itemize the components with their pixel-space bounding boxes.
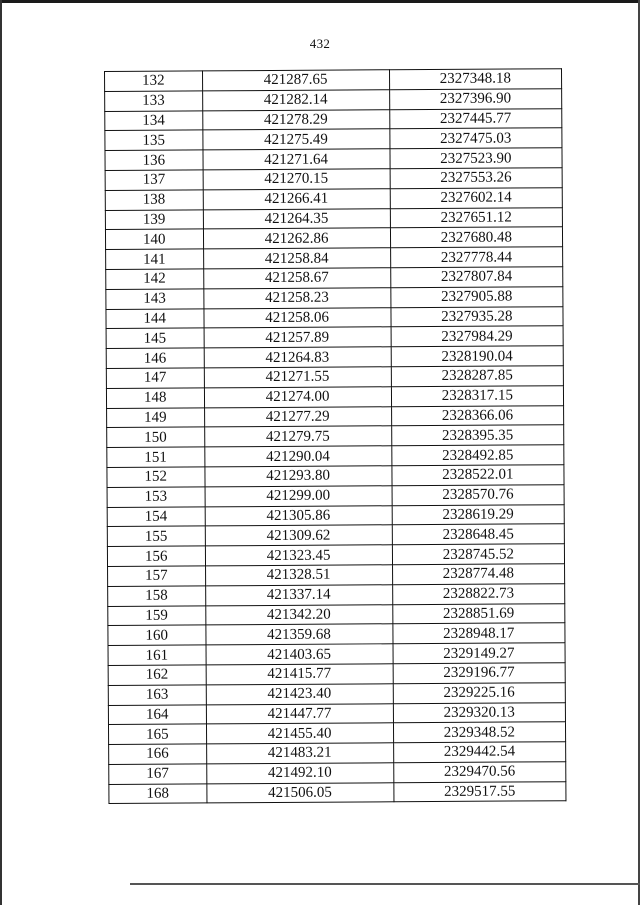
x-coordinate-cell: 421277.29 — [204, 406, 391, 427]
y-coordinate-cell: 2329442.54 — [393, 742, 565, 763]
x-coordinate-cell: 421337.14 — [205, 584, 392, 605]
x-coordinate-cell: 421359.68 — [205, 624, 392, 645]
x-coordinate-cell: 421455.40 — [206, 723, 393, 744]
y-coordinate-cell: 2327984.29 — [391, 326, 563, 347]
table-row — [105, 89, 562, 112]
table-row — [105, 108, 562, 131]
y-coordinate-cell: 2328570.76 — [392, 484, 564, 505]
y-coordinate-cell: 2327778.44 — [390, 247, 562, 268]
y-coordinate-cell: 2327905.88 — [390, 286, 562, 307]
point-id-cell: 139 — [105, 209, 203, 229]
point-id-cell: 165 — [108, 724, 206, 744]
table-row — [108, 583, 565, 606]
table-row — [108, 623, 565, 646]
y-coordinate-cell: 2328745.52 — [392, 544, 564, 565]
point-id-cell: 151 — [107, 447, 205, 467]
point-id-cell: 136 — [105, 150, 203, 170]
y-coordinate-cell: 2328948.17 — [393, 623, 565, 644]
y-coordinate-cell: 2327935.28 — [391, 306, 563, 327]
x-coordinate-cell: 421278.29 — [202, 109, 389, 130]
point-id-cell: 134 — [105, 110, 203, 130]
x-coordinate-cell: 421282.14 — [202, 90, 389, 111]
y-coordinate-cell: 2329196.77 — [393, 663, 565, 684]
y-coordinate-cell: 2328619.29 — [392, 504, 564, 525]
point-id-cell: 147 — [106, 368, 204, 388]
scan-border-top — [0, 0, 640, 3]
x-coordinate-cell: 421258.23 — [203, 288, 390, 309]
point-id-cell: 145 — [106, 328, 204, 348]
x-coordinate-cell: 421423.40 — [206, 683, 393, 704]
table-row — [108, 702, 565, 725]
point-id-cell: 160 — [108, 625, 206, 645]
table-row — [108, 564, 565, 587]
y-coordinate-cell: 2328774.48 — [392, 564, 564, 585]
x-coordinate-cell: 421271.55 — [204, 367, 391, 388]
point-id-cell: 153 — [107, 487, 205, 507]
point-id-cell: 138 — [105, 190, 203, 210]
x-coordinate-cell: 421258.84 — [203, 248, 390, 269]
point-id-cell: 143 — [106, 289, 204, 309]
table-row — [107, 504, 564, 527]
table-row — [105, 227, 562, 250]
x-coordinate-cell: 421264.35 — [203, 208, 390, 229]
table-row — [106, 326, 563, 349]
x-coordinate-cell: 421415.77 — [206, 664, 393, 685]
y-coordinate-cell: 2329225.16 — [393, 682, 565, 703]
table-row — [106, 306, 563, 329]
scan-border-bottom — [130, 883, 640, 885]
table-row — [108, 663, 565, 686]
x-coordinate-cell: 421492.10 — [206, 763, 393, 784]
x-coordinate-cell: 421262.86 — [203, 228, 390, 249]
table-row — [107, 405, 564, 428]
point-id-cell: 154 — [107, 506, 205, 526]
x-coordinate-cell: 421258.06 — [203, 307, 390, 328]
x-coordinate-cell: 421483.21 — [206, 743, 393, 764]
table-row — [106, 267, 563, 290]
y-coordinate-cell: 2329517.55 — [394, 781, 566, 802]
y-coordinate-cell: 2328492.85 — [391, 445, 563, 466]
y-coordinate-cell: 2327651.12 — [390, 207, 562, 228]
x-coordinate-cell: 421266.41 — [203, 189, 390, 210]
scan-border-left — [0, 0, 2, 905]
table-row — [105, 168, 562, 191]
table-row — [107, 425, 564, 448]
y-coordinate-cell: 2328395.35 — [391, 425, 563, 446]
point-id-cell: 156 — [107, 546, 205, 566]
x-coordinate-cell: 421403.65 — [206, 644, 393, 665]
table-row — [109, 742, 566, 765]
point-id-cell: 149 — [107, 407, 205, 427]
y-coordinate-cell: 2327396.90 — [389, 89, 561, 110]
point-id-cell: 163 — [108, 685, 206, 705]
point-id-cell: 159 — [108, 605, 206, 625]
coordinate-table — [104, 68, 566, 804]
table-row — [109, 781, 566, 804]
table-row — [106, 286, 563, 309]
y-coordinate-cell: 2329149.27 — [393, 643, 565, 664]
x-coordinate-cell: 421287.65 — [202, 70, 389, 91]
point-id-cell: 132 — [105, 71, 203, 91]
point-id-cell: 164 — [108, 704, 206, 724]
point-id-cell: 140 — [105, 229, 203, 249]
table-row — [108, 603, 565, 626]
table-row — [106, 346, 563, 369]
x-coordinate-cell: 421275.49 — [202, 129, 389, 150]
point-id-cell: 150 — [107, 427, 205, 447]
y-coordinate-cell: 2327680.48 — [390, 227, 562, 248]
table-row — [107, 524, 564, 547]
x-coordinate-cell: 421290.04 — [204, 446, 391, 467]
point-id-cell: 161 — [108, 645, 206, 665]
point-id-cell: 146 — [106, 348, 204, 368]
point-id-cell: 152 — [107, 467, 205, 487]
point-id-cell: 142 — [106, 269, 204, 289]
x-coordinate-cell: 421264.83 — [204, 347, 391, 368]
x-coordinate-cell: 421342.20 — [205, 604, 392, 625]
table-row — [107, 465, 564, 488]
table-row — [106, 366, 563, 389]
point-id-cell: 135 — [105, 130, 203, 150]
table-row — [105, 148, 562, 171]
table-row — [106, 385, 563, 408]
table-row — [105, 69, 562, 92]
y-coordinate-cell: 2328648.45 — [392, 524, 564, 545]
y-coordinate-cell: 2329470.56 — [393, 762, 565, 783]
table-row — [107, 484, 564, 507]
y-coordinate-cell: 2328190.04 — [391, 346, 563, 367]
point-id-cell: 144 — [106, 308, 204, 328]
table-row — [107, 445, 564, 468]
y-coordinate-cell: 2327445.77 — [389, 108, 561, 129]
y-coordinate-cell: 2327475.03 — [390, 128, 562, 149]
coordinate-table-body — [105, 69, 566, 804]
table-row — [108, 682, 565, 705]
page-number: 432 — [309, 36, 331, 51]
x-coordinate-cell: 421257.89 — [204, 327, 391, 348]
table-row — [105, 128, 562, 151]
x-coordinate-cell: 421309.62 — [205, 525, 392, 546]
point-id-cell: 168 — [109, 784, 207, 804]
x-coordinate-cell: 421293.80 — [204, 466, 391, 487]
point-id-cell: 162 — [108, 665, 206, 685]
y-coordinate-cell: 2328366.06 — [391, 405, 563, 426]
table-row — [106, 247, 563, 270]
point-id-cell: 141 — [106, 249, 204, 269]
table-row — [107, 544, 564, 567]
y-coordinate-cell: 2329348.52 — [393, 722, 565, 743]
x-coordinate-cell: 421328.51 — [205, 565, 392, 586]
point-id-cell: 155 — [107, 526, 205, 546]
y-coordinate-cell: 2328851.69 — [392, 603, 564, 624]
x-coordinate-cell: 421447.77 — [206, 703, 393, 724]
y-coordinate-cell: 2328522.01 — [392, 465, 564, 486]
point-id-cell: 167 — [109, 764, 207, 784]
point-id-cell: 133 — [105, 91, 203, 111]
x-coordinate-cell: 421270.15 — [203, 169, 390, 190]
x-coordinate-cell: 421299.00 — [205, 485, 392, 506]
point-id-cell: 148 — [106, 388, 204, 408]
y-coordinate-cell: 2328287.85 — [391, 366, 563, 387]
point-id-cell: 158 — [108, 586, 206, 606]
x-coordinate-cell: 421271.64 — [202, 149, 389, 170]
y-coordinate-cell: 2327553.26 — [390, 168, 562, 189]
y-coordinate-cell: 2328317.15 — [391, 385, 563, 406]
y-coordinate-cell: 2327348.18 — [389, 69, 561, 90]
x-coordinate-cell: 421274.00 — [204, 387, 391, 408]
y-coordinate-cell: 2329320.13 — [393, 702, 565, 723]
point-id-cell: 166 — [109, 744, 207, 764]
x-coordinate-cell: 421258.67 — [203, 268, 390, 289]
x-coordinate-cell: 421506.05 — [206, 782, 393, 803]
x-coordinate-cell: 421279.75 — [204, 426, 391, 447]
y-coordinate-cell: 2327523.90 — [390, 148, 562, 169]
table-row — [105, 187, 562, 210]
point-id-cell: 157 — [108, 566, 206, 586]
table-row — [109, 762, 566, 785]
table-row — [105, 207, 562, 230]
table-row — [108, 643, 565, 666]
x-coordinate-cell: 421323.45 — [205, 545, 392, 566]
point-id-cell: 137 — [105, 170, 203, 190]
y-coordinate-cell: 2327807.84 — [390, 267, 562, 288]
x-coordinate-cell: 421305.86 — [205, 505, 392, 526]
y-coordinate-cell: 2328822.73 — [392, 583, 564, 604]
table-row — [108, 722, 565, 745]
y-coordinate-cell: 2327602.14 — [390, 187, 562, 208]
